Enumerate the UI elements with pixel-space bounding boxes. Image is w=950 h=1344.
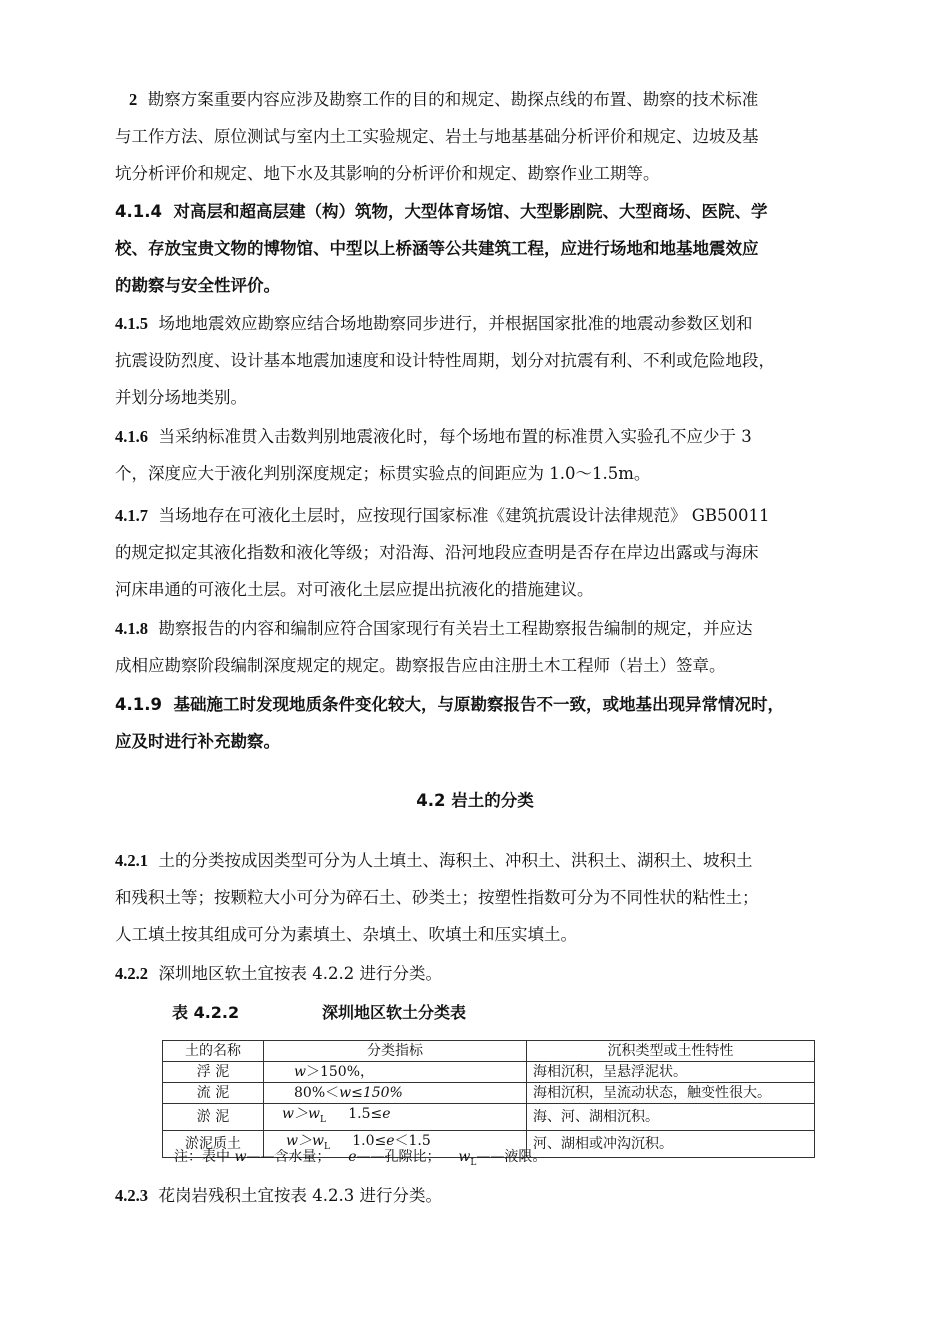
paragraph-line: 应及时进行补充勘察。: [115, 732, 280, 751]
paragraph-line: 抗震设防烈度、设计基本地震加速度和设计特性周期，划分对抗震有利、不利或危险地段，: [115, 351, 775, 370]
paragraph-line: 当场地存在可液化土层时，应按现行国家标准《建筑抗震设计法律规范》 GB50011: [158, 506, 770, 525]
index-var: w: [282, 1106, 294, 1122]
soft-soil-classification-table: [162, 1040, 815, 1158]
paragraph-line: 并划分场地类别。: [115, 388, 247, 407]
clause-number: 4.1.5: [115, 314, 148, 333]
soil-name-cell: 淤 泥: [163, 1104, 264, 1131]
index-subscript: L: [323, 1141, 330, 1152]
deposit-cell: 河、湖相或冲沟沉积。: [527, 1130, 815, 1157]
table-row: [163, 1062, 815, 1083]
paragraph-2: [115, 81, 875, 192]
clause-number: 2: [129, 90, 138, 109]
clause-number: 4.1.9: [115, 695, 162, 714]
paragraph-line: 个，深度应大于液化判别深度规定；标贯实验点的间距应为 1.0～1.5m。: [115, 464, 651, 483]
clause-number: 4.1.8: [115, 619, 148, 638]
paragraph-line: 的勘察与安全性评价。: [115, 276, 280, 295]
paragraph-line: 当采纳标准贯入击数判别地震液化时，每个场地布置的标准贯入实验孔不应少于 3: [158, 427, 752, 446]
clause-4-1-5: [115, 305, 875, 416]
paragraph-line: 河床串通的可液化土层。对可液化土层应提出抗液化的措施建议。: [115, 580, 594, 599]
index-var: w: [294, 1064, 306, 1080]
index-subscript: L: [319, 1114, 326, 1125]
deposit-cell: 海相沉积，呈悬浮泥状。: [527, 1062, 815, 1083]
note-def: ——液限。: [476, 1149, 547, 1165]
index-cell: [264, 1104, 527, 1131]
paragraph-line: 基础施工时发现地质条件变化较大，与原勘察报告不一致，或地基出现异常情况时，: [173, 695, 784, 714]
paragraph-line: 花岗岩残积土宜按表 4.2.3 进行分类。: [158, 1186, 442, 1205]
clause-4-1-7: [115, 497, 875, 608]
paragraph-line: 土的分类按成因类型可分为人土填土、海积土、冲积土、洪积土、湖积土、坡积土: [158, 851, 753, 870]
clause-number: 4.1.6: [115, 427, 148, 446]
paragraph-line: 对高层和超高层建（构）筑物，大型体育场馆、大型影剧院、大型商场、医院、学: [173, 202, 768, 221]
paragraph-line: 勘察报告的内容和编制应符合国家现行有关岩土工程勘察报告编制的规定，并应达: [158, 619, 753, 638]
index-cell: [264, 1062, 527, 1083]
clause-4-2-3: [115, 1177, 875, 1214]
index-var: e: [382, 1106, 391, 1122]
note-var: w: [234, 1149, 247, 1165]
table-row: [163, 1083, 815, 1104]
paragraph-line: 与工作方法、原位测试与室内土工实验规定、岩土与地基基础分析评价和规定、边坡及基: [115, 127, 759, 146]
index-expr: ＜1.5: [394, 1132, 431, 1149]
note-def: ——含水量；: [246, 1149, 331, 1165]
paragraph-line: 深圳地区软土宜按表 4.2.2 进行分类。: [158, 964, 442, 983]
index-expr: 80%＜: [294, 1085, 340, 1101]
soil-name-cell: 流 泥: [163, 1083, 264, 1104]
paragraph-line: 成相应勘察阶段编制深度规定的规定。勘察报告应由注册土木工程师（岩土）签章。: [115, 656, 726, 675]
clause-4-1-8: [115, 610, 875, 684]
soil-name-cell: 淤泥质土: [163, 1130, 264, 1157]
paragraph-line: 人工填土按其组成可分为素填土、杂填土、吹填土和压实填土。: [115, 925, 577, 944]
index-expr: 1.5≤: [348, 1106, 383, 1122]
index-var: w≤150%: [339, 1085, 403, 1101]
note-var: e: [348, 1149, 357, 1165]
index-expr: 1.0≤: [352, 1132, 387, 1149]
index-expr: ＞150%，: [305, 1064, 375, 1080]
note-def: ——孔隙比；: [356, 1149, 441, 1165]
clause-number: 4.2.3: [115, 1186, 148, 1205]
index-var: w: [286, 1132, 298, 1149]
clause-number: 4.1.7: [115, 506, 148, 525]
deposit-cell: 海相沉积，呈流动状态，触变性很大。: [527, 1083, 815, 1104]
table-title: 深圳地区软土分类表: [322, 1003, 467, 1022]
column-header: 沉积类型或土性特性: [527, 1041, 815, 1062]
note-prefix: 注：表中: [174, 1149, 235, 1165]
clause-4-2-1: [115, 842, 875, 953]
table-header-row: [163, 1041, 815, 1062]
paragraph-line: 校、存放宝贵文物的博物馆、中型以上桥涵等公共建筑工程，应进行场地和地基地震效应: [115, 239, 759, 258]
clause-4-1-4: [115, 193, 875, 304]
clause-number: 4.2.2: [115, 964, 148, 983]
index-cell: [264, 1083, 527, 1104]
clause-number: 4.2.1: [115, 851, 148, 870]
table-label: 表 4.2.2: [172, 1003, 240, 1022]
index-var: e: [386, 1132, 395, 1149]
column-header: 土的名称: [163, 1041, 264, 1062]
table-row: [163, 1104, 815, 1131]
paragraph-line: 的规定拟定其液化指数和液化等级；对沿海、沿河地段应查明是否存在岸边出露或与海床: [115, 543, 759, 562]
clause-4-1-6: [115, 418, 875, 492]
paragraph-line: 勘察方案重要内容应涉及勘察工作的目的和规定、勘探点线的布置、勘察的技术标准: [147, 90, 759, 109]
clause-number: 4.1.4: [115, 202, 162, 221]
table-note: [174, 1146, 546, 1168]
index-var: ＞w: [297, 1132, 324, 1149]
clause-4-2-2: [115, 955, 875, 992]
paragraph-line: 坑分析评价和规定、地下水及其影响的分析评价和规定、勘察作业工期等。: [115, 164, 660, 183]
deposit-cell: 海、河、湖相沉积。: [527, 1104, 815, 1131]
paragraph-line: 场地地震效应勘察应结合场地勘察同步进行，并根据国家批准的地震动参数区划和: [158, 314, 753, 333]
index-var: ＞w: [293, 1106, 320, 1122]
section-heading: 4.2 岩土的分类: [416, 791, 534, 810]
note-subscript: L: [470, 1157, 477, 1168]
soil-name-cell: 浮 泥: [163, 1062, 264, 1083]
paragraph-line: 和残积土等；按颗粒大小可分为碎石土、砂类土；按塑性指数可分为不同性状的粘性土；: [115, 888, 759, 907]
clause-4-1-9: [115, 686, 875, 760]
column-header: 分类指标: [264, 1041, 527, 1062]
note-var: w: [458, 1149, 471, 1165]
